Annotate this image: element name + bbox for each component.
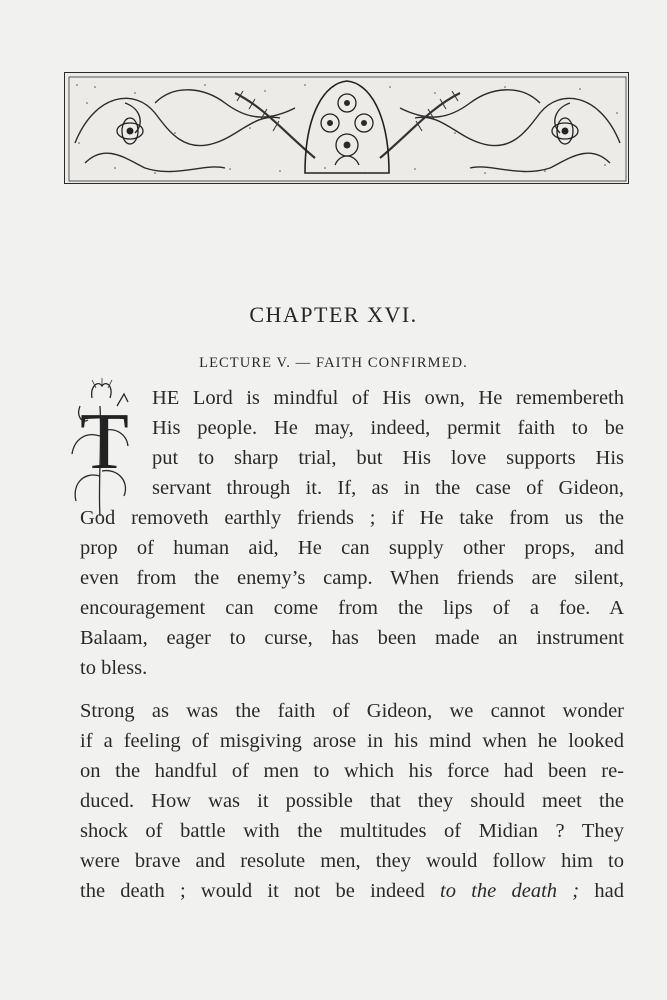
text-line: duced. How was it possible that they should meet the xyxy=(80,790,624,812)
thistle-dropcap-icon xyxy=(62,376,142,524)
text-line: Strong as was the faith of Gideon, we cannot wonder xyxy=(80,700,624,722)
text-line: were brave and resolute men, they would follow him to xyxy=(80,850,624,872)
text-line: encouragement can come from the lips of a foe. A xyxy=(80,597,624,619)
text-line: prop of human aid, He can supply other props, and xyxy=(80,537,624,559)
ornamental-headpiece xyxy=(64,72,629,184)
text-line: if a feeling of misgiving arose in his mind when he looked xyxy=(80,730,624,752)
text-line: servant through it. If, as in the case of Gideon, xyxy=(152,477,624,499)
lecture-title: LECTURE V. — FAITH CONFIRMED. xyxy=(199,355,468,371)
text-line: shock of battle with the multitudes of Midian ? They xyxy=(80,820,624,842)
text-line-last xyxy=(80,876,624,906)
italic-phrase: to the death ; xyxy=(440,880,580,902)
headpiece-ornament-icon xyxy=(65,73,630,185)
chapter-title: CHAPTER XVI. xyxy=(249,302,418,327)
text-line: even from the enemy’s camp. When friends are silent, xyxy=(80,567,624,589)
text-line: to bless. xyxy=(80,657,148,679)
text-line: HE Lord is mindful of His own, He remembereth xyxy=(152,387,624,409)
text-line: Balaam, eager to curse, has been made an instrument xyxy=(80,627,624,649)
text-line: put to sharp trial, but His love supports His xyxy=(152,447,624,469)
text-line: on the handful of men to which his force had been re- xyxy=(80,760,624,782)
text-span: had xyxy=(579,880,624,902)
text-line: God removeth earthly friends ; if He take from us the xyxy=(80,507,624,529)
dropcap-initial xyxy=(62,376,142,524)
dropcap-letter: T xyxy=(80,398,129,486)
text-line: His people. He may, indeed, permit faith to be xyxy=(152,417,624,439)
text-span: the death ; would it not be indeed xyxy=(80,880,440,902)
